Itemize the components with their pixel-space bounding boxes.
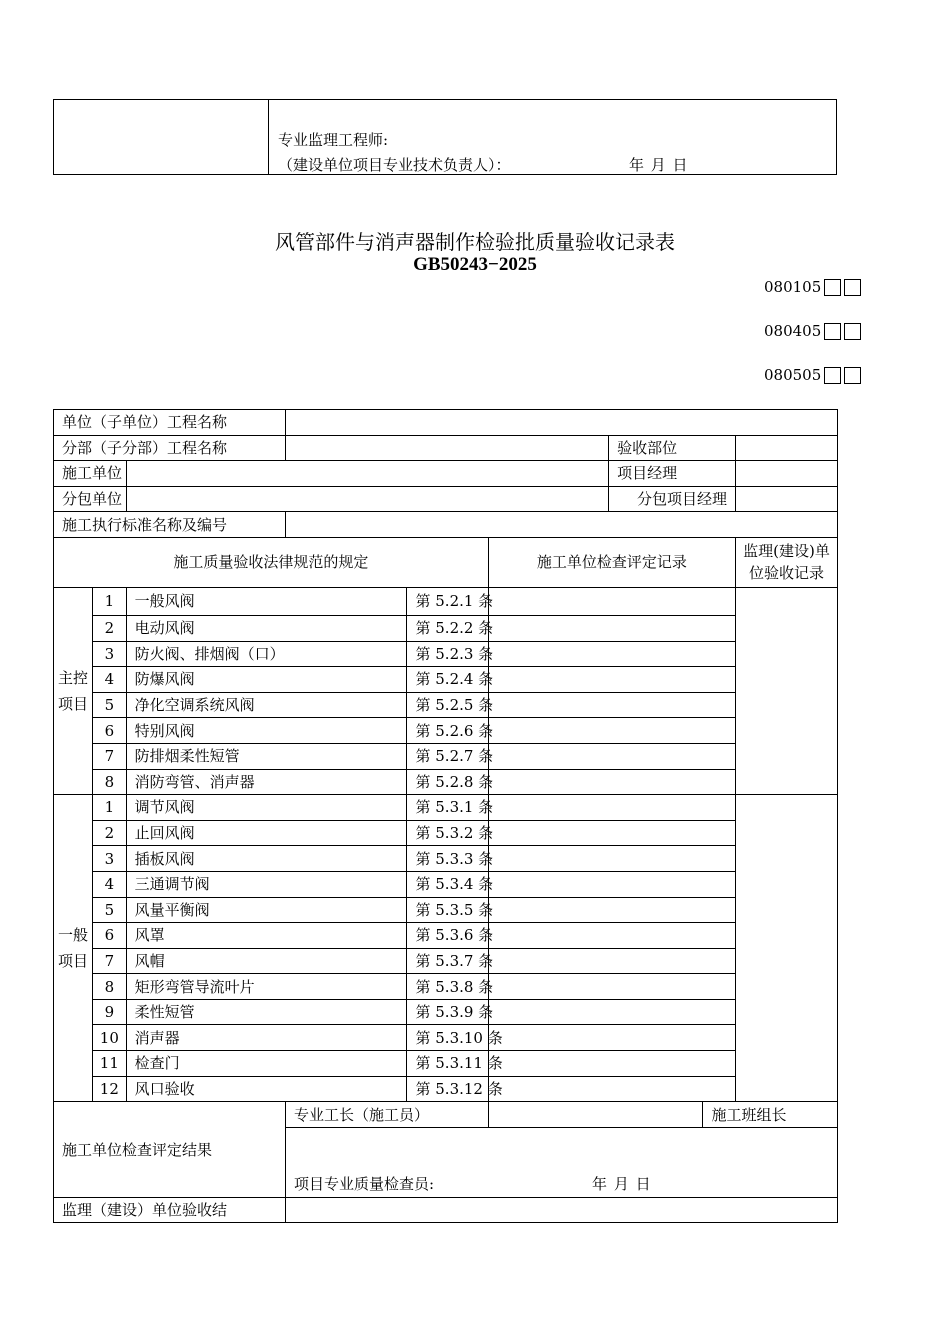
item-clause: 第 5.3.3 条: [407, 846, 488, 872]
construction-unit-field[interactable]: [126, 461, 609, 487]
subcontractor-label: 分包单位: [54, 486, 127, 512]
item-clause: 第 5.3.6 条: [407, 923, 488, 949]
spec-column-header: 施工质量验收法律规范的规定: [54, 537, 489, 587]
item-name: 消防弯管、消声器: [126, 769, 407, 795]
item-name: 风帽: [126, 948, 407, 974]
construction-record-cell[interactable]: [488, 743, 735, 769]
construction-unit-label: 施工单位: [54, 461, 127, 487]
supervising-engineer-label: 专业监理工程师:: [278, 131, 389, 149]
construction-result-label: 施工单位检查评定结果: [54, 1102, 286, 1198]
construction-record-cell[interactable]: [488, 923, 735, 949]
item-number: 2: [93, 820, 127, 846]
item-clause: 第 5.2.5 条: [407, 692, 488, 718]
construction-record-cell[interactable]: [488, 615, 735, 641]
construction-record-cell[interactable]: [488, 795, 735, 821]
construction-record-cell[interactable]: [488, 769, 735, 795]
standard-code: GB50243−2025: [413, 254, 537, 275]
item-clause: 第 5.2.7 条: [407, 743, 488, 769]
top-box-divider: [268, 100, 269, 174]
construction-record-cell[interactable]: [488, 999, 735, 1025]
foreman-field[interactable]: [488, 1102, 703, 1128]
item-number: 6: [93, 718, 127, 744]
team-leader-label-text: 施工班组长: [711, 1105, 787, 1124]
item-clause: 第 5.3.1 条: [407, 795, 488, 821]
item-number: 1: [93, 587, 127, 615]
item-number: 6: [93, 923, 127, 949]
item-name: 防排烟柔性短管: [126, 743, 407, 769]
construction-record-header: 施工单位检查评定记录: [488, 537, 735, 587]
item-name: 柔性短管: [126, 999, 407, 1025]
item-name: 风口验收: [126, 1076, 407, 1102]
standard-name-label: 施工执行标准名称及编号: [54, 512, 286, 538]
item-name: 净化空调系统风阀: [126, 692, 407, 718]
item-name: 三通调节阀: [126, 871, 407, 897]
item-number: 5: [93, 897, 127, 923]
item-number: 8: [93, 974, 127, 1000]
item-number: 12: [93, 1076, 127, 1102]
item-number: 3: [93, 641, 127, 667]
item-number: 2: [93, 615, 127, 641]
construction-record-cell[interactable]: [488, 974, 735, 1000]
code-checkbox[interactable]: [824, 367, 841, 384]
sub-project-manager-field[interactable]: [736, 486, 838, 512]
code-checkbox[interactable]: [824, 323, 841, 340]
item-clause: 第 5.2.8 条: [407, 769, 488, 795]
item-number: 7: [93, 743, 127, 769]
unit-project-field[interactable]: [286, 410, 838, 436]
doc-code-row: [764, 322, 861, 340]
supervision-record-cell[interactable]: [736, 795, 838, 1102]
construction-record-cell[interactable]: [488, 667, 735, 693]
item-number: 5: [93, 692, 127, 718]
item-clause: 第 5.3.10 条: [407, 1025, 488, 1051]
inspector-signature-cell[interactable]: [286, 1127, 838, 1197]
item-clause: 第 5.3.12 条: [407, 1076, 488, 1102]
item-clause: 第 5.2.1 条: [407, 587, 488, 615]
item-name: 电动风阀: [126, 615, 407, 641]
supervision-conclusion-field[interactable]: [286, 1197, 838, 1223]
item-name: 插板风阀: [126, 846, 407, 872]
supervision-conclusion-label: 监理（建设）单位验收结: [54, 1197, 286, 1223]
top-signature-box: [53, 99, 837, 175]
item-clause: 第 5.2.3 条: [407, 641, 488, 667]
item-number: 10: [93, 1025, 127, 1051]
construction-record-cell[interactable]: [488, 1076, 735, 1102]
item-name: 防火阀、排烟阀（口）: [126, 641, 407, 667]
construction-record-cell[interactable]: [488, 846, 735, 872]
inspector-date-label: 年 月 日: [592, 1174, 652, 1193]
form-title: 风管部件与消声器制作检验批质量验收记录表: [275, 230, 675, 254]
acceptance-record-table: [53, 409, 838, 1223]
construction-record-cell[interactable]: [488, 1025, 735, 1051]
item-name: 特别风阀: [126, 718, 407, 744]
item-clause: 第 5.3.2 条: [407, 820, 488, 846]
item-number: 4: [93, 871, 127, 897]
standard-name-field[interactable]: [286, 512, 838, 538]
doc-code: 080505: [764, 366, 822, 384]
construction-record-cell[interactable]: [488, 692, 735, 718]
supervision-record-cell[interactable]: [736, 587, 838, 794]
item-clause: 第 5.3.8 条: [407, 974, 488, 1000]
item-clause: 第 5.3.5 条: [407, 897, 488, 923]
construction-record-cell[interactable]: [488, 871, 735, 897]
code-checkbox[interactable]: [844, 323, 861, 340]
item-name: 风罩: [126, 923, 407, 949]
item-clause: 第 5.3.9 条: [407, 999, 488, 1025]
item-number: 3: [93, 846, 127, 872]
code-checkbox[interactable]: [824, 279, 841, 296]
unit-project-label: 单位（子单位）工程名称: [54, 410, 286, 436]
item-name: 防爆风阀: [126, 667, 407, 693]
subcontractor-field[interactable]: [126, 486, 609, 512]
acceptance-part-field[interactable]: [736, 435, 838, 461]
division-project-label: 分部（子分部）工程名称: [54, 435, 286, 461]
top-date-label: 年 月 日: [629, 156, 689, 174]
construction-record-cell[interactable]: [488, 820, 735, 846]
main-control-group-label: 主控项目: [54, 587, 93, 794]
general-group-label: 一般项目: [54, 795, 93, 1102]
item-clause: 第 5.3.4 条: [407, 871, 488, 897]
foreman-label: 专业工长（施工员）: [286, 1102, 489, 1128]
construction-record-cell[interactable]: [488, 948, 735, 974]
item-number: 1: [93, 795, 127, 821]
doc-code-row: [764, 366, 861, 384]
division-project-field[interactable]: [286, 435, 609, 461]
construction-record-cell[interactable]: [488, 587, 735, 615]
construction-record-cell[interactable]: [488, 641, 735, 667]
item-name: 消声器: [126, 1025, 407, 1051]
item-clause: 第 5.3.7 条: [407, 948, 488, 974]
item-clause: 第 5.2.6 条: [407, 718, 488, 744]
code-checkbox[interactable]: [844, 279, 861, 296]
item-number: 11: [93, 1051, 127, 1077]
sub-project-manager-label: 分包项目经理: [609, 486, 736, 512]
doc-code-row: [764, 278, 861, 296]
owner-tech-lead-label: （建设单位项目专业技术负责人）：: [278, 156, 511, 174]
item-name: 一般风阀: [126, 587, 407, 615]
code-checkbox[interactable]: [844, 367, 861, 384]
item-name: 检查门: [126, 1051, 407, 1077]
item-clause: 第 5.2.2 条: [407, 615, 488, 641]
item-name: 矩形弯管导流叶片: [126, 974, 407, 1000]
acceptance-part-label: 验收部位: [609, 435, 736, 461]
construction-record-cell[interactable]: [488, 897, 735, 923]
item-clause: 第 5.2.4 条: [407, 667, 488, 693]
item-number: 9: [93, 999, 127, 1025]
item-name: 风量平衡阀: [126, 897, 407, 923]
doc-code: 080105: [764, 278, 822, 296]
item-number: 8: [93, 769, 127, 795]
project-manager-label: 项目经理: [609, 461, 736, 487]
item-name: 调节风阀: [126, 795, 407, 821]
team-leader-label: [703, 1102, 838, 1128]
construction-record-cell[interactable]: [488, 1051, 735, 1077]
item-name: 止回风阀: [126, 820, 407, 846]
inspector-label: 项目专业质量检查员:: [294, 1174, 435, 1193]
item-number: 7: [93, 948, 127, 974]
project-manager-field[interactable]: [736, 461, 838, 487]
doc-code: 080405: [764, 322, 822, 340]
construction-record-cell[interactable]: [488, 718, 735, 744]
item-number: 4: [93, 667, 127, 693]
item-clause: 第 5.3.11 条: [407, 1051, 488, 1077]
supervision-record-header: 监理(建设)单位验收记录: [736, 537, 838, 587]
